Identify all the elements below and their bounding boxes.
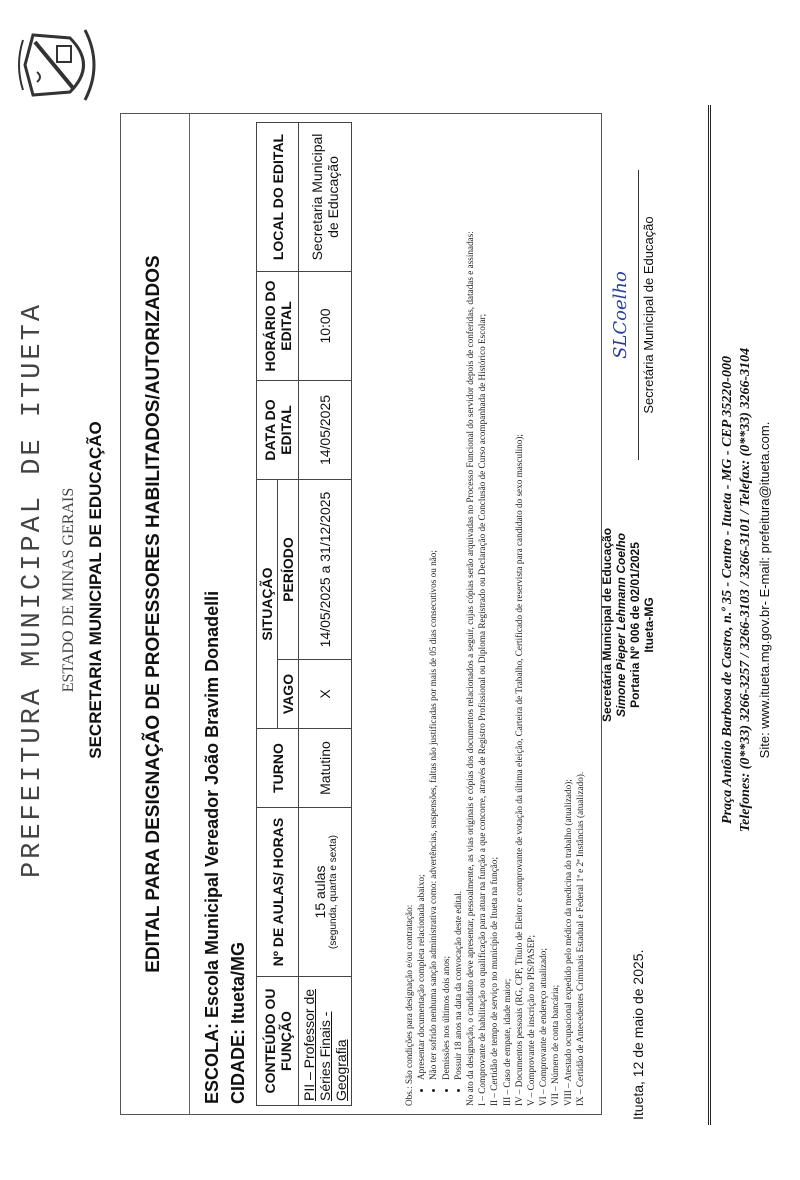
divider — [189, 114, 190, 1114]
header-conteudo: CONTEÚDO OU FUNÇÃO — [257, 977, 299, 1106]
cell-data: 14/05/2025 — [299, 381, 352, 480]
condition-item: • Apresentar documentação completa relacionada abaixo; — [415, 122, 427, 1080]
signature-caption: Secretária Municipal de Educação — [638, 170, 656, 460]
document-item: I – Comprovante de habilitação ou qualificação para atuar na função a que concorre, através de Registro Profissional ou Diploma Registrado ou Declaração de Conclusão de Curso acompanhada de Histórico Escolar; — [477, 313, 488, 1106]
header-situacao: SITUAÇÃO — [257, 480, 278, 729]
header-periodo: PERÍODO — [278, 480, 299, 660]
edital-title: EDITAL PARA DESIGNAÇÃO DE PROFESSORES HABILITADOS/AUTORIZADOS — [143, 255, 164, 973]
condition-item: • Demissões nos últimos dois anos; — [440, 122, 452, 1080]
footer-web: Site: www.itueta.mg.gov.br- E-mail: prefeitura@itueta.com. — [757, 421, 772, 759]
obs-intro: Obs.: São condições para designação e/ou contratação: — [404, 904, 414, 1106]
document-item: IX – Certidão de Antecedentes Criminais Estadual e Federal 1ª e 2ª Instâncias (atualizado). — [574, 771, 585, 1106]
table-header-row — [257, 123, 278, 1106]
aulas-days: (segunda, quarta e sexta) — [327, 835, 339, 949]
document-item: VI – Comprovante de endereço atualizado; — [538, 948, 549, 1106]
cell-vago: X — [299, 660, 352, 729]
conditions-list — [415, 122, 464, 1106]
date-line: Itueta, 12 de maio de 2025. — [630, 949, 646, 1120]
header-turno: TURNO — [257, 729, 299, 808]
stamp-name: Simone Pieper Lehmann Coelho — [614, 532, 628, 718]
cell-horario: 10:00 — [299, 272, 352, 381]
official-stamp — [600, 520, 656, 730]
document-item: VIII – Atestado ocupacional expedido pelo médico da medicina do trabalho (atualizado); — [562, 779, 573, 1106]
document-item: VII – Número de conta bancária; — [550, 984, 561, 1106]
table-row — [299, 123, 352, 1106]
school-name: ESCOLA: Escola Municipal Vereador João Bravim Donadelli — [202, 590, 222, 1104]
header-horario: HORÁRIO DO EDITAL — [257, 272, 299, 381]
cell-periodo: 14/05/2025 a 31/12/2025 — [299, 480, 352, 660]
department-name: SECRETARIA MUNICIPAL DE EDUCAÇÃO — [86, 421, 105, 759]
footer-address: Praça Antônio Barbosa de Castro, n.º 35 - Centro - Itueta - MG - CEP 35220-000 — [720, 356, 735, 824]
obs-paragraph: No ato da designação, o candidato deve apresentar, pessoalmente, as vias originais e cópias dos documentos relacionados a seguir, cujas cópias serão arquivadas no Processo Funcional do servidor depois de conferidas, datadas e assinadas: — [465, 231, 476, 1106]
cell-turno: Matutino — [299, 729, 352, 808]
header-local: LOCAL DO EDITAL — [257, 123, 299, 272]
footer-divider — [708, 105, 711, 1125]
condition-item: • Possuir 18 anos na data da convocação deste edital. — [452, 122, 464, 1080]
city-name: CIDADE: Itueta/MG — [228, 942, 248, 1104]
handwritten-signature: SLCoelho — [610, 271, 631, 359]
header-aulas: Nº DE AULAS/ HORAS — [257, 808, 299, 977]
vacancy-table — [256, 122, 352, 1106]
state-name: ESTADO DE MINAS GERAIS — [60, 487, 77, 693]
org-name: PREFEITURA MUNICIPAL DE ITUETA — [18, 301, 48, 879]
cell-aulas — [299, 808, 352, 977]
signature-block — [610, 170, 656, 460]
stamp-title: Secretária Municipal de Educação — [600, 527, 614, 723]
cell-local: Secretaria Municipal de Educação — [299, 123, 352, 272]
stamp-city: Itueta-MG — [642, 597, 656, 653]
document-item: II – Certidão de tempo de serviço no município de Itueta na função; — [489, 856, 500, 1106]
stamp-portaria: Portaria Nº 006 de 02/01/2025 — [628, 542, 642, 708]
aulas-count: 15 aulas — [311, 865, 328, 919]
edital-frame — [120, 113, 602, 1115]
header-data: DATA DO EDITAL — [257, 381, 299, 480]
condition-item: • Não ter sofrido nenhuma sanção administrativa como: advertências, suspensões, faltas não justificadas por mais de 05 dias consecutivos ou não; — [427, 122, 439, 1080]
document-item: IV – Documentos pessoais (RG, CPF, Título de Eleitor e comprovante de votação da última eleição, Carteira de Trabalho, Certificado de reservista para candidato do sexo masculino); — [513, 434, 524, 1106]
document-item: III – Caso de empate, idade maior; — [501, 978, 512, 1106]
footer-phones: Telefones: (0**33) 3266-3257 / 3266-3103 / 3266-3101 / Telefax: (0**33) 3266-3104 — [738, 347, 753, 833]
cell-conteudo: PII – Professor de Séries Finais - Geografia — [299, 977, 352, 1106]
school-info — [199, 591, 251, 1104]
document-item: V – Comprovante de inscrição no PIS/PASEP; — [526, 935, 537, 1106]
observations — [403, 122, 586, 1106]
header-vago: VAGO — [278, 660, 299, 729]
